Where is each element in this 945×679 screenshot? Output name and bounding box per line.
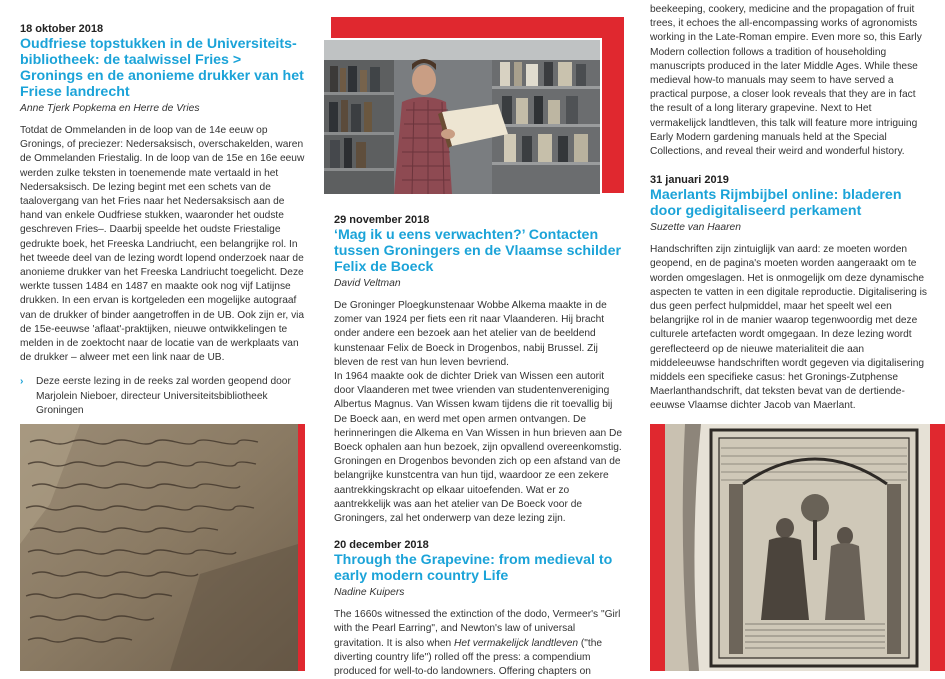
manuscript-photo (20, 424, 298, 671)
article-body-continued: beekeeping, cookery, medicine and the propagation of fruit trees, it echoes the all-encompassing works of agronomists working in the Late-Roman empire. Even more so, this Early Modern collection follows a tradition of householding manuscripts produced in the later Middle Ages. While these medieval how-to manuals may seem to have served a practical purpose, a closer look reveals that they are in fact the result of a long literary grapevine. Next to Het vermakelijck landtleven, this talk will feature more intriguing Early Modern gardening manuals held at the Special Collections, and reveal their weird and wonderful history. (650, 4, 922, 158)
article-author: Nadine Kuipers (334, 587, 405, 599)
column-left (20, 0, 307, 418)
body-text: ("the diverting country life") rolled off the press: a compendium produced for well-to-do landowners. Offering chapters on (334, 637, 603, 678)
opening-note (20, 375, 307, 418)
engraving-photo (665, 424, 930, 671)
book-title: Het vermakelijck landtleven (454, 637, 579, 649)
article-title[interactable]: Maerlants Rijmbijbel online: bladeren door gedigitaliseerd perkament (650, 187, 902, 220)
article-body: Totdat de Ommelanden in de loop van de 14e eeuw op Gronings, of preciezer: Nedersaksisch, overschakelden, waren de Ommelanden Friestalig. In de loop van de 15e en 16e eeuw werden zulke teksten in toenemende mate vertaald in het Nedersaksisch. De lezing begint met een schets van de taalovergang van het Fries naar het Nedersaksisch aan de hand van enkele Oudfriese stukken, waaronder het oudste geschreven Fries–. Daarbij speelde het oudste Friestalige gedrukte boek, het Freeska Landriucht, een belangrijke rol. In het tweede deel van de lezing wordt lopend onderzoek naar de anonieme drukker van het Freeska Landriucht toegelicht. Deze werkte tussen 1484 en 1487 en maakte ook nog vijf Latijnse drukken. In een ervan is kortgeleden een mogelijke autograaf van de drukker of binder aangetroffen in de UB. Ook zijn er, via de 15e-eeuwse 'aflaat'-praktijken, nieuwe ontwikkelingen te melden in de zoektocht naar de locatie van de werkplaats van de drukker – alweer met een link naar de UB. (20, 125, 305, 364)
article-date: 18 oktober 2018 (20, 23, 104, 35)
column-right (650, 3, 930, 414)
article-paragraph: De Groninger Ploegkunstenaar Wobbe Alkema maakte in de zomer van 1924 per fiets een rit naar Vlaanderen. Hij bracht onder andere een bezoek aan het atelier van de beeldend kunstenaar Felix de Boeck in Drogenbos, nabij Brussel. Zij bleven de rest van hun leven bevriend. (334, 300, 607, 368)
article-title[interactable]: Oudfriese topstukken in de Universiteitsbibliotheek: de taalwissel Fries > Gronings en de anonieme drukker van het Friese landrecht (20, 36, 304, 100)
article-body (334, 608, 624, 679)
article-title[interactable]: Through the Grapevine: from medieval to early modern country Life (334, 552, 613, 585)
article-title[interactable]: ‘Mag ik u eens verwachten?’ Contacten tussen Groningers en de Vlaamse schilder Felix de Boeck (334, 227, 622, 275)
article-paragraph: In 1964 maakte ook de dichter Driek van Wissen een autorit door Vlaanderen met twee vrienden van studentenvereniging Albertus Magnus. Van Wissen kwam tijdens die rit toevallig bij De Boeck aan, en werd met open armen ontvangen. De herinneringen die Alkema en Van Wissen in hun brieven aan De Boeck ophalen aan hun bezoek, zijn opvallend overeenkomstig. Groningen en Drogenbos bevonden zich op een afstand van de belangrijke kunstcentra van hun tijd, waardoor ze een zekere aantrekkingskracht op elkaar uitoefenden. Wat er zo aantrekkelijk was aan het atelier van De Boeck voor de Groningers, zal het onderwerp van deze lezing zijn. (334, 371, 623, 525)
article-body: Handschriften zijn zintuiglijk van aard: ze moeten worden geopend, en de pagina's moeten worden aangeraakt om te worden omgeslagen. Het is onmogelijk om deze dynamische aspecten te vatten in een digitale reproductie. Digitalisering is dus geen perfect hulpmiddel, maar het speelt wel een belangrijke rol in de manier waarop tegenwoordig met deze culturele artefacten wordt omgegaan. In deze lezing wordt gereflecteerd op de nieuwe materialiteit die aan middeleeuwse handschriften wordt gegeven via digitalisering middels een specifieke casus: het Gronings-Zutphense Maerlanthandschrift, dat teksten bevat van de dertiende-eeuwse Vlaamse dichter Jacob van Maerlant. (650, 244, 927, 412)
column-middle (334, 213, 624, 679)
article-date: 31 januari 2019 (650, 174, 729, 187)
reader-photo (322, 38, 602, 196)
article-author: Suzette van Haaren (650, 222, 742, 234)
opening-note-text: Deze eerste lezing in de reeks zal worden geopend door Marjolein Nieboer, directeur Universiteitsbibliotheek Groningen (36, 376, 291, 416)
chevron-right-icon: › (20, 376, 24, 388)
body-text: The 1660s witnessed the extinction of the dodo, Vermeer's "Girl with the Pearl Earring", and Newton's law of universal gravitation. It is also when (334, 609, 621, 649)
article-body (334, 299, 624, 526)
article-date: 29 november 2018 (334, 214, 430, 226)
article-author: David Veltman (334, 278, 401, 289)
article-author: Anne Tjerk Popkema en Herre de Vries (20, 103, 200, 114)
article-date: 20 december 2018 (334, 539, 429, 552)
